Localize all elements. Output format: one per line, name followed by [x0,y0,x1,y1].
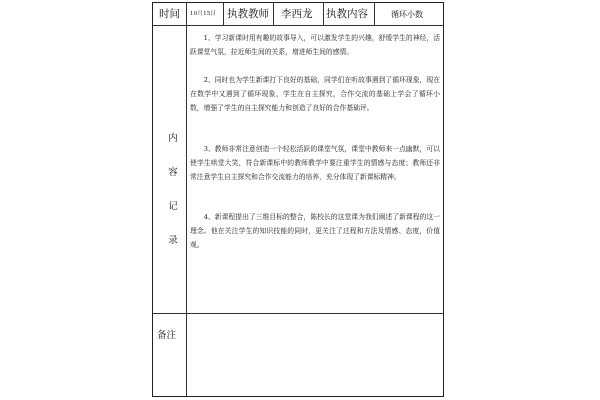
header-col-divider [374,3,375,25]
header-col-divider [186,3,187,25]
header-col-divider [273,3,274,25]
content-value: 循环小数 [391,10,423,19]
record-label-char: 容 [168,167,178,178]
remark-divider [153,313,443,314]
header-col-divider [323,3,324,25]
record-label-char: 录 [168,235,178,246]
record-paragraph-4: 4、新课程提出了三维目标的整合，陈校长的这堂课为我们阐述了新课程的这一理念。他在关注学生的知识技能的同时，更关注了过程和方法及情感、态度，价值观。 [190,213,440,249]
label-col-divider [186,25,187,396]
time-value: 10月15日 [190,11,217,17]
lesson-record-table [152,2,444,397]
time-label: 时间 [159,8,180,20]
remark-label: 备注 [157,330,177,341]
record-label-char: 记 [168,201,178,212]
content-label: 执教内容 [326,8,368,20]
header-divider [153,25,443,26]
header-col-divider [223,3,224,25]
teacher-name: 李西龙 [281,8,313,20]
record-paragraph-1: 1、学习新课时用有趣的故事导入，可以激发学生的兴趣，舒缓学生的神经，活跃课堂气氛，拉近师生间的关系，增进师生间的感情。 [190,34,440,56]
record-paragraph-3: 3、教师非常注意创造一个轻松活跃的课堂气氛，课堂中教师来一点幽默，可以使学生哄堂大笑，符合新课标中的教师教学中要注重学生的情感与态度；教师还非常注意学生自主探究和合作交流能力的培养，充分体现了新课标精神。 [190,145,440,181]
record-paragraph-2: 2、同时也为学生新课打下良好的基础，同学们在听故事遇到了循环现象，现在在数学中又遇到了循环现象，学生在自主探究，合作交流的基础上学会了循环小数，增强了学生的自主探究能力和创造了良好的合作基础评。 [190,76,440,112]
record-label-char: 内 [168,133,178,144]
teacher-label: 执教教师 [227,8,269,20]
